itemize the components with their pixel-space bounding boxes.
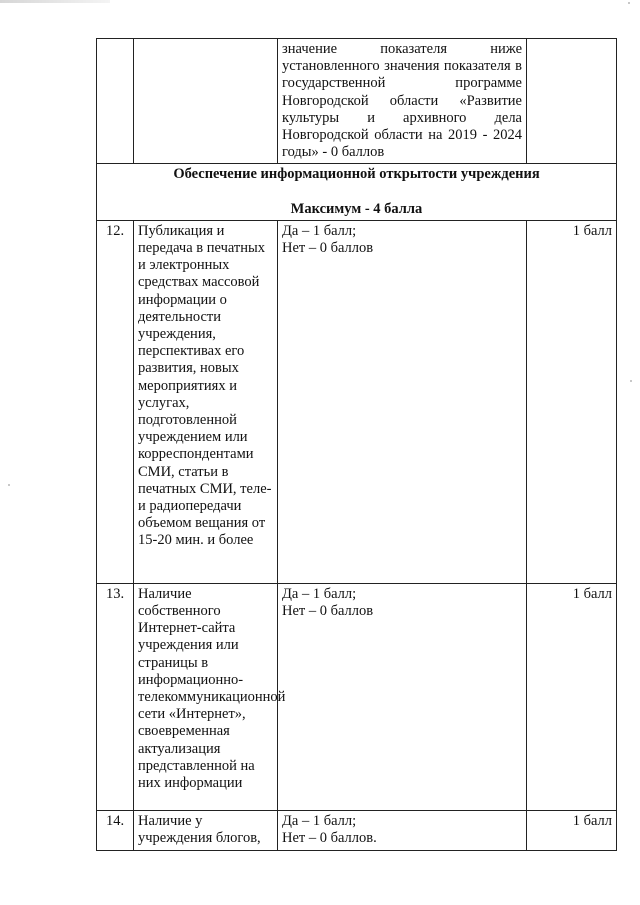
- scale-yes: Да – 1 балл;: [282, 585, 357, 602]
- scale-no: Нет – 0 баллов.: [282, 830, 377, 847]
- section-title: Обеспечение информационной открытости учреждения: [173, 166, 540, 183]
- points-cell: 1 балл: [527, 583, 617, 810]
- scale-no: Нет – 0 баллов: [282, 240, 374, 257]
- scale-yes: Да – 1 балл;: [282, 812, 357, 829]
- scan-speck: [630, 380, 632, 382]
- row-number-cell: 13.: [97, 583, 134, 810]
- section-header-cell: [97, 164, 617, 220]
- scale-yes: Да – 1 балл;: [282, 222, 357, 239]
- criterion-cell: Публикация и передача в печатных и электронных средствах массовой информации о деятельности учреждения, перспективах его развития, новых мероприятиях и услугах, подготовленной учреждением или корреспондентами СМИ, статьи в печатных СМИ, теле- и радиопередачи объемом вещания от 15-20 мин. и более: [134, 220, 278, 583]
- row-number-cell: 14.: [97, 810, 134, 850]
- points-cell: 1 балл: [527, 810, 617, 850]
- section-header-row: [97, 164, 617, 220]
- points-cell: [527, 39, 617, 164]
- table-row: [97, 220, 617, 583]
- table-row: [97, 810, 617, 850]
- row-number-cell: 12.: [97, 220, 134, 583]
- criterion-cell: Наличие собственного Интернет-сайта учреждения или страницы в информационно-телекоммуникационной сети «Интернет», своевременная актуализация представленной на них информации: [134, 583, 278, 810]
- evaluation-criteria-table: [96, 38, 617, 851]
- criterion-cell: [134, 39, 278, 164]
- table-row-continuation: [97, 39, 617, 164]
- points-cell: 1 балл: [527, 220, 617, 583]
- criterion-cell: Наличие у учреждения блогов,: [134, 810, 278, 850]
- scale-cell: [278, 220, 527, 583]
- scan-speck: [628, 2, 630, 4]
- scale-cell: [278, 583, 527, 810]
- table-row: [97, 583, 617, 810]
- section-maximum: Максимум - 4 балла: [290, 200, 423, 217]
- scan-speck: [8, 484, 10, 486]
- scale-cell: значение показателя ниже установленного значения показателя в государственной программе Новгородской области «Развитие культуры и архивного дела Новгородской области на 2019 - 2024 годы» - 0 баллов: [278, 39, 527, 164]
- scan-edge-mark: [0, 0, 110, 3]
- row-number-cell: [97, 39, 134, 164]
- scale-no: Нет – 0 баллов: [282, 603, 374, 620]
- scale-cell: [278, 810, 527, 850]
